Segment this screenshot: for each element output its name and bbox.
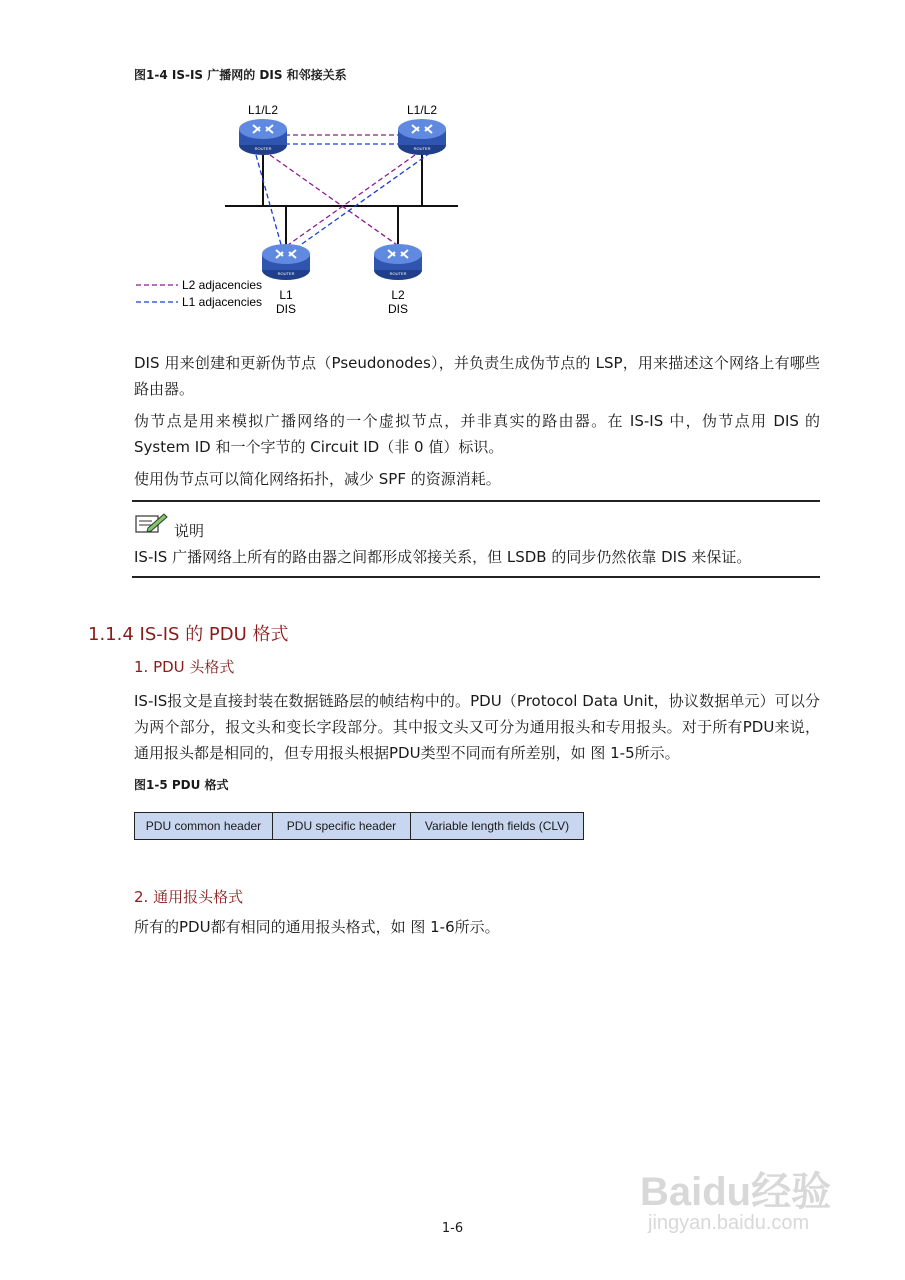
paragraph-pdu-overview: IS-IS报文是直接封装在数据链路层的帧结构中的。PDU（Protocol Data Unit，协议数据单元）可以分为两个部分，报文头和变长字段部分。其中报文头又可分为通用报头和专用报头。对于所有PDU来说，通用报头都是相同的，但专用报头根据PDU类型不同而有所差别，如 图 1-5所示。 <box>134 692 820 762</box>
router-badge: ROUTER <box>389 271 407 276</box>
watermark-brand: Baidu经验 <box>640 1170 832 1214</box>
note-top-rule <box>132 500 820 502</box>
paragraph-pseudonode-definition: 伪节点是用来模拟广播网络的一个虚拟节点，并非真实的路由器。在 IS-IS 中，伪节点用 DIS 的 System ID 和一个字节的 Circuit ID（非 0 值）标识。 <box>134 412 820 456</box>
note-text: IS-IS 广播网络上所有的路由器之间都形成邻接关系，但 LSDB 的同步仍然依靠 DIS 来保证。 <box>134 548 752 566</box>
router-bottom-left-role: DIS <box>275 302 297 316</box>
figure-caption: 图1-4 IS-IS 广播网的 DIS 和邻接关系 <box>134 68 347 82</box>
router-bottom-left-icon <box>262 244 310 280</box>
paragraph-dis-pseudonode: DIS 用来创建和更新伪节点（Pseudonodes），并负责生成伪节点的 LSP，用来描述这个网络上有哪些路由器。 <box>134 354 820 398</box>
router-badge: ROUTER <box>254 146 272 151</box>
note-title: 说明 <box>174 522 205 540</box>
note-bottom-rule <box>132 576 820 578</box>
l1-adjacency-lines <box>256 144 430 251</box>
pdu-format-diagram <box>134 812 584 840</box>
page-number: 1-6 <box>441 1221 464 1236</box>
section-heading: 1.1.4 IS-IS 的 PDU 格式 <box>88 624 289 645</box>
router-badge: ROUTER <box>277 271 295 276</box>
pdu-field-specific-header: PDU specific header <box>273 813 411 839</box>
subheading-common-header: 2. 通用报头格式 <box>134 888 244 906</box>
watermark-url: jingyan.baidu.com <box>648 1212 810 1234</box>
router-top-right-icon <box>398 119 446 155</box>
router-bottom-right-icon <box>374 244 422 280</box>
router-bottom-right-level: L2 <box>391 288 405 302</box>
router-top-right-label: L1/L2 <box>406 103 438 117</box>
dis-adjacency-diagram <box>130 95 470 325</box>
figure-caption-pdu: 图1-5 PDU 格式 <box>134 778 229 792</box>
router-bottom-left-level: L1 <box>279 288 293 302</box>
pdu-field-common-header: PDU common header <box>135 813 273 839</box>
router-bottom-right-role: DIS <box>387 302 409 316</box>
paragraph-pseudonode-benefit: 使用伪节点可以简化网络拓扑，减少 SPF 的资源消耗。 <box>134 470 501 488</box>
router-top-left-icon <box>239 119 287 155</box>
l2-adjacency-lines <box>270 135 415 247</box>
legend-l2-label: L2 adjacencies <box>182 278 263 292</box>
router-top-left-label: L1/L2 <box>247 103 279 117</box>
paragraph-common-header: 所有的PDU都有相同的通用报头格式，如 图 1-6所示。 <box>134 918 500 936</box>
subheading-pdu-header: 1. PDU 头格式 <box>134 658 235 676</box>
note-pencil-icon <box>134 510 170 536</box>
router-badge: ROUTER <box>413 146 431 151</box>
legend-l1-label: L1 adjacencies <box>182 295 263 309</box>
pdu-field-variable-length: Variable length fields (CLV) <box>411 813 583 839</box>
